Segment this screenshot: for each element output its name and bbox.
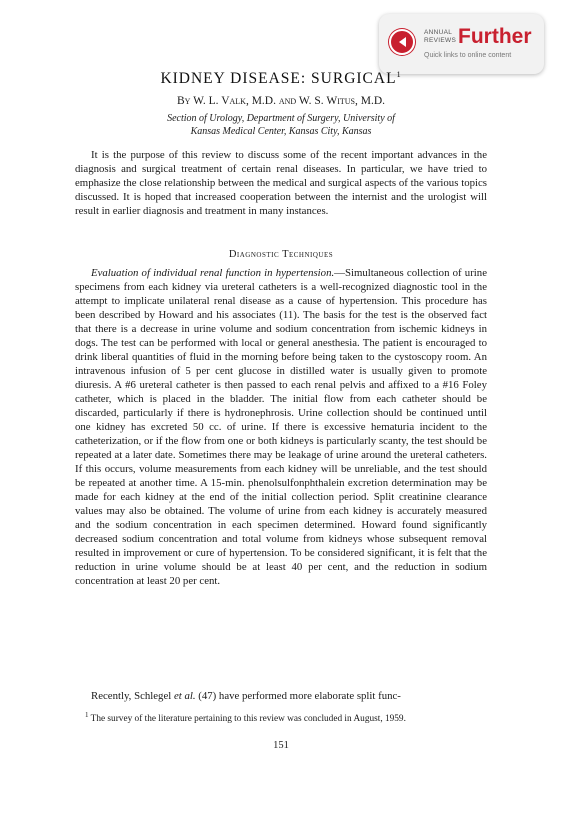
intro-paragraph: It is the purpose of this review to discuss some of the recent important advances in the diagnosis and surgical treatment of certain renal diseases. In particular, we have tried to emphasize the close relationship between the medical and surgical aspects of the various topics discussed. It is hoped that increased cooperation between the internist and the urologist will result in earlier diagnosis and treatment in many instances. bbox=[75, 149, 487, 217]
section-heading: Diagnostic Techniques bbox=[228, 249, 334, 260]
page-number: 151 bbox=[273, 740, 289, 751]
runin-heading: Evaluation of individual renal function in hypertension. bbox=[91, 267, 335, 279]
further-badge[interactable] bbox=[379, 14, 544, 74]
body-paragraph-2 bbox=[75, 689, 487, 703]
footnote bbox=[75, 709, 487, 725]
affiliation-line-1: Section of Urology, Department of Surgery, University of bbox=[167, 113, 395, 124]
badge-further-label: Further bbox=[458, 25, 532, 48]
affiliation-line-2: Kansas Medical Center, Kansas City, Kansas bbox=[190, 126, 372, 137]
play-arrow-icon[interactable] bbox=[389, 29, 415, 55]
body-paragraph-1-text: —Simultaneous collection of urine specimens from each kidney via ureteral catheters is a well-recognized diagnostic tool in the attempt to implicate unilateral renal disease as a cause of hypertension. This procedure has been described by Howard and his associates (11). The basis for the test is the observed fact that there is a decrease in urine volume and sodium concentration from ischemic kidneys in dogs. The test can be performed with local or general anesthesia. The patient is encouraged to drink liberal quantities of fluid in the morning before being taken to the cystoscopy room. An intravenous infusion of 5 per cent glucose in distilled water is usually given to promote diuresis. A #6 ureteral catheter is then passed to each renal pelvis and affixed to a #16 Foley catheter, which is placed in the bladder. The initial flow from each catheter should be discarded, particularly if there is hydronephrosis. Urine collection should be continued until one kidney has excreted 50 cc. of urine. If there is excessive hematuria incident to the catheterization, or if the flow from one or both kidneys is particularly scanty, the test should be repeated at a later date. Sometimes there may be leakage of urine around the ureteral catheters. If this occurs, volume measurements from each kidney will be unreliable, and the test should be repeated at another time. A 15-min. phenolsulfonphthalein excretion determination may be made for each kidney at the end of the initial collection period. Split creatinine clearance values may also be obtained. The volume of urine from each kidney is accurately measured and the sodium concentration in each specimen determined. Howard found significantly decreased sodium concentration and total volume from kidneys whose subsequent removal resulted in improvement or cure of hypertension. To be considered significant, it is felt that the reduction in urine volume should be at least 40 per cent, and the reduction in sodium concentration at least 20 per cent. bbox=[75, 267, 487, 587]
article-title-text: KIDNEY DISEASE: SURGICAL bbox=[160, 70, 397, 88]
badge-subtitle: Quick links to online content bbox=[424, 52, 512, 59]
article-title bbox=[0, 70, 562, 88]
body-paragraph-2-etal: et al. bbox=[173, 690, 196, 702]
body-paragraph-2-start: Recently, Schlegel bbox=[91, 690, 174, 702]
article-authors: By W. L. Valk, M.D. and W. S. Witus, M.D. bbox=[176, 95, 386, 107]
title-footnote-mark: 1 bbox=[396, 70, 402, 79]
footnote-mark: 1 bbox=[85, 711, 89, 719]
body-paragraph-1 bbox=[75, 266, 487, 588]
badge-annual: ANNUAL bbox=[424, 29, 453, 36]
play-arrow-icon-glyph bbox=[396, 35, 410, 49]
body-paragraph-2-end: (47) have performed more elaborate split func- bbox=[195, 690, 401, 702]
badge-reviews: REVIEWS bbox=[424, 36, 457, 44]
annual-reviews-wordmark bbox=[424, 29, 456, 44]
footnote-text: The survey of the literature pertaining to this review was concluded in August, 1959. bbox=[90, 714, 406, 725]
